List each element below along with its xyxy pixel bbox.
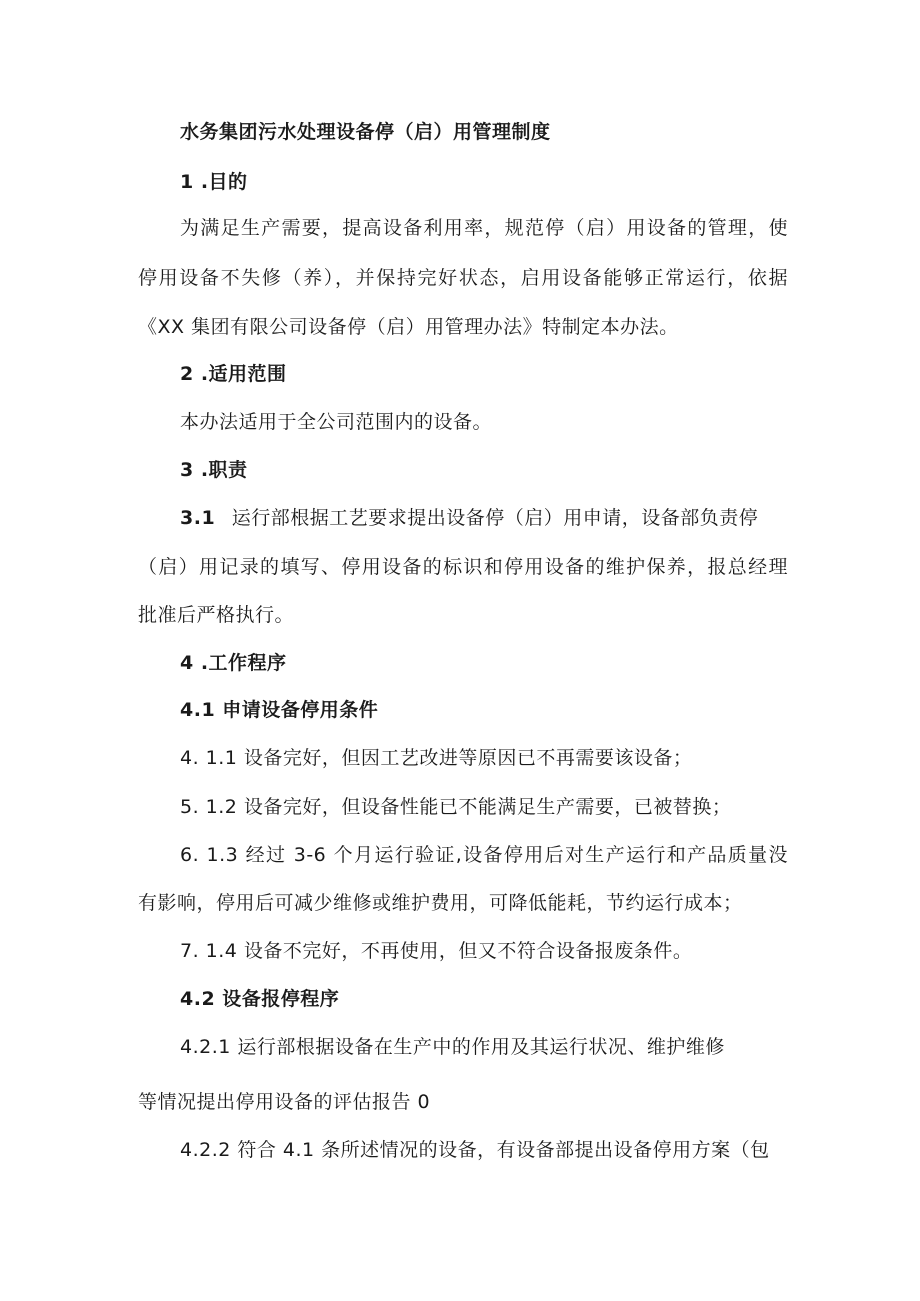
section-1-paragraph-line-3: 《XX 集团有限公司设备停（启）用管理办法》特制定本办法。 bbox=[138, 316, 679, 338]
section-3-1-line-2: （启）用记录的填写、停用设备的标识和停用设备的维护保养，报总经理 bbox=[138, 556, 788, 578]
section-2-heading: 2 .适用范围 bbox=[180, 363, 287, 385]
section-3-1-number: 3.1 bbox=[180, 507, 216, 529]
section-3-1-line-3: 批准后严格执行。 bbox=[138, 604, 295, 626]
section-4-2-1-line-1: 4.2.1 运行部根据设备在生产中的作用及其运行状况、维护维修 bbox=[180, 1036, 725, 1058]
section-3-1-text: 运行部根据工艺要求提出设备停（启）用申请，设备部负责停 bbox=[231, 507, 759, 529]
section-3-heading: 3 .职责 bbox=[180, 459, 248, 481]
list-item-1-1-1: 4. 1.1 设备完好，但因工艺改进等原因已不再需要该设备； bbox=[180, 747, 693, 769]
document-title: 水务集团污水处理设备停（启）用管理制度 bbox=[180, 121, 551, 143]
section-4-2-2-line-1: 4.2.2 符合 4.1 条所述情况的设备，有设备部提出设备停用方案（包 bbox=[180, 1139, 770, 1161]
section-1-paragraph-line-2: 停用设备不失修（养），并保持完好状态，启用设备能够正常运行，依据 bbox=[138, 267, 788, 289]
section-4-2-1-line-2: 等情况提出停用设备的评估报告 0 bbox=[138, 1091, 431, 1113]
section-4-1-heading: 4.1 申请设备停用条件 bbox=[180, 699, 379, 721]
list-item-1-1-3-line-2: 有影响，停用后可减少维修或维护费用，可降低能耗，节约运行成本； bbox=[138, 892, 743, 914]
list-item-1-1-3-line-1: 6. 1.3 经过 3-6 个月运行验证,设备停用后对生产运行和产品质量没 bbox=[180, 844, 788, 866]
section-3-1-line-1 bbox=[180, 506, 788, 530]
section-4-2-heading: 4.2 设备报停程序 bbox=[180, 988, 340, 1010]
section-1-heading: 1 .目的 bbox=[180, 171, 248, 193]
section-1-paragraph-line-1: 为满足生产需要，提高设备利用率，规范停（启）用设备的管理，使 bbox=[180, 217, 788, 239]
section-4-heading: 4 .工作程序 bbox=[180, 652, 287, 674]
section-2-paragraph: 本办法适用于全公司范围内的设备。 bbox=[180, 411, 493, 433]
list-item-1-1-4: 7. 1.4 设备不完好，不再使用，但又不符合设备报废条件。 bbox=[180, 940, 693, 962]
list-item-1-1-2: 5. 1.2 设备完好，但设备性能已不能满足生产需要，已被替换； bbox=[180, 796, 732, 818]
